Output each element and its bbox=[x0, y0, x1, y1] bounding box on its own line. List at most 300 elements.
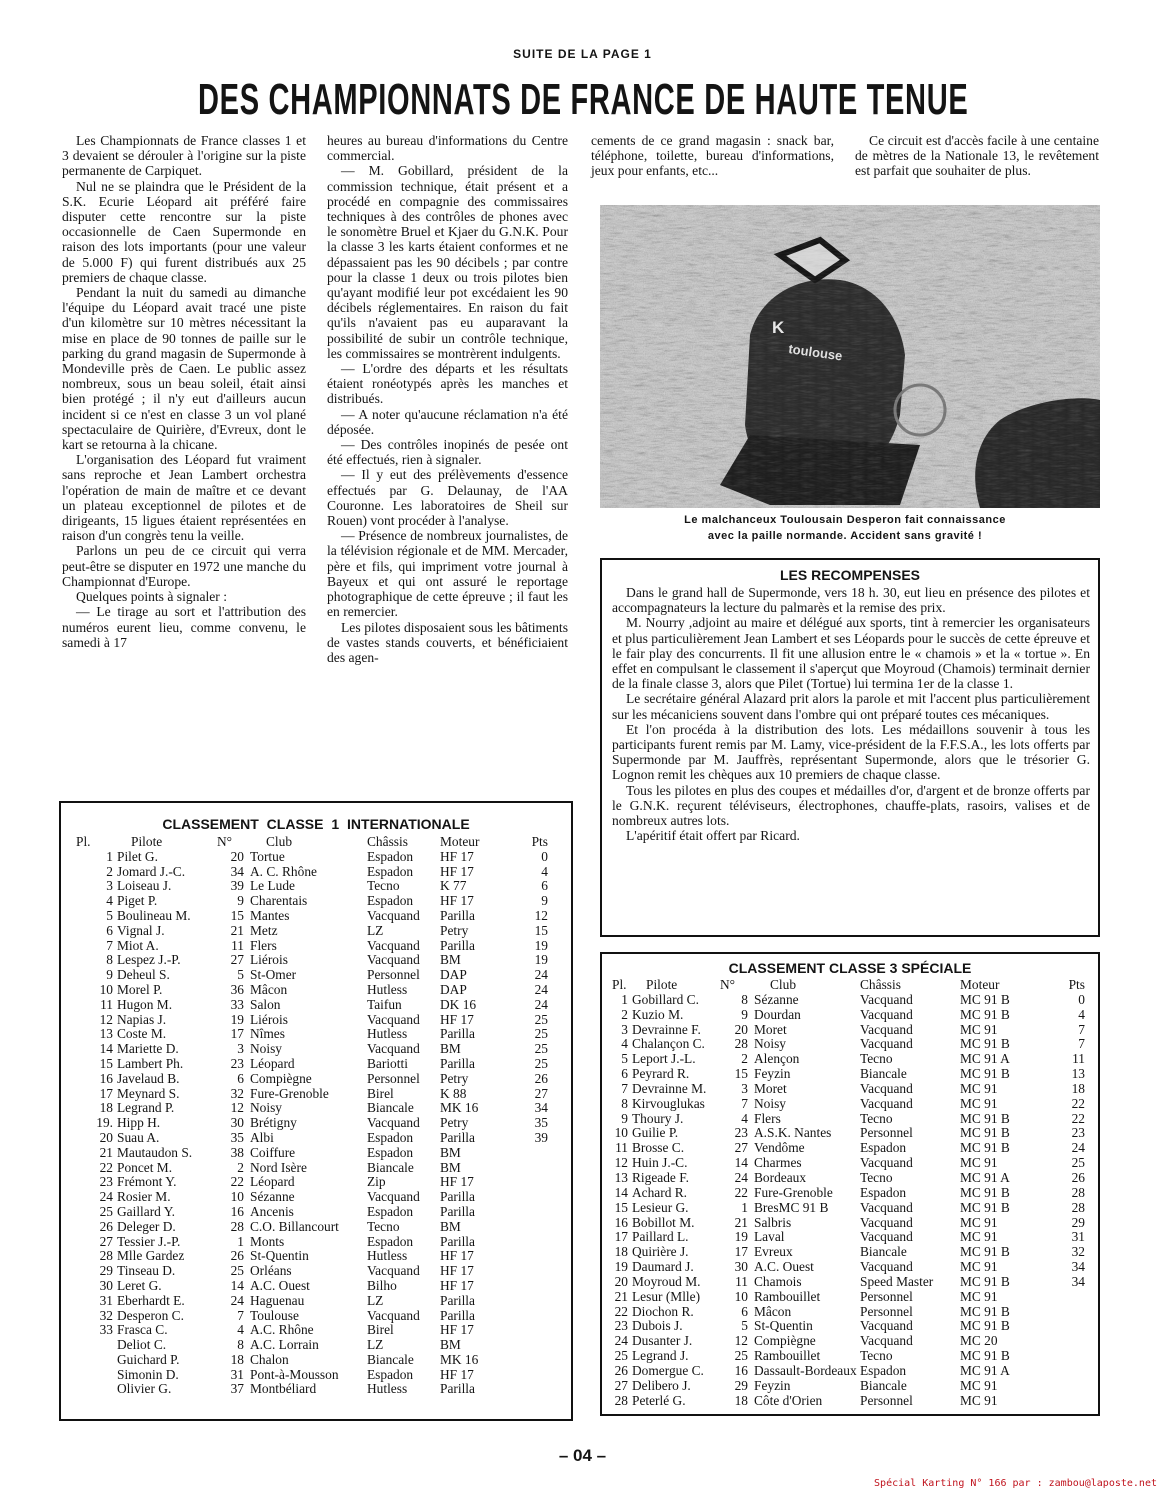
cell-number: 11 bbox=[231, 937, 244, 953]
table-row bbox=[612, 1349, 1085, 1364]
cell-number: 8 bbox=[237, 1337, 244, 1353]
table-row bbox=[76, 1190, 548, 1205]
cell-club: Sézanne bbox=[250, 1189, 295, 1205]
cell-place: 18 bbox=[614, 1244, 628, 1260]
table-row bbox=[76, 1087, 548, 1102]
cell-place: 29 bbox=[99, 1263, 113, 1279]
cell-club: Noisy bbox=[754, 1036, 786, 1052]
cell-engine: MC 91 bbox=[960, 1259, 998, 1275]
cell-points: 22 bbox=[1071, 1095, 1085, 1111]
cell-club: Metz bbox=[250, 922, 278, 938]
paragraph: Les pilotes disposaient sous les bâtiments de vastes stands couverts, et bénéficiaient des agen- bbox=[327, 619, 568, 665]
cell-place: 5 bbox=[621, 1051, 628, 1067]
cell-club: Orléans bbox=[250, 1263, 292, 1279]
cell-points: 24 bbox=[534, 996, 548, 1012]
cell-club: Chalon bbox=[250, 1351, 289, 1367]
paragraph: — Présence de nombreux journalistes, de la télévision régionale et de MM. Mercader, père et fils, qui impriment votre journal à Bayeux et qui ont assuré le reportage photographique de cette épreuve ; il faut les en remercier. bbox=[327, 528, 568, 620]
cell-club: Albi bbox=[250, 1129, 274, 1145]
cell-chassis: Vacquand bbox=[367, 1041, 420, 1057]
cell-points: 28 bbox=[1071, 1184, 1085, 1200]
cell-engine: MK 16 bbox=[440, 1100, 479, 1116]
column-header-number: N° bbox=[217, 834, 233, 849]
cell-place bbox=[76, 1338, 113, 1353]
cell-place: 31 bbox=[99, 1292, 113, 1308]
cell-engine: Parilla bbox=[440, 1026, 475, 1042]
cell-number: 5 bbox=[741, 1318, 748, 1334]
cell-engine: Parilla bbox=[440, 937, 475, 953]
cell-engine: Parilla bbox=[440, 1307, 475, 1323]
cell-chassis: Zip bbox=[367, 1174, 386, 1190]
cell-number: 4 bbox=[741, 1110, 748, 1126]
cell-place: 27 bbox=[614, 1377, 628, 1393]
table-row bbox=[612, 1008, 1085, 1023]
cell-points: 4 bbox=[1078, 1006, 1085, 1022]
cell-points: 25 bbox=[534, 1055, 548, 1071]
table-row bbox=[76, 1131, 548, 1146]
cell-points: 0 bbox=[541, 848, 548, 864]
cell-place: 25 bbox=[614, 1348, 628, 1364]
cell-number: 18 bbox=[734, 1392, 748, 1408]
table-row bbox=[76, 850, 548, 865]
table-row bbox=[612, 1112, 1085, 1127]
cell-chassis: Espadon bbox=[860, 1140, 907, 1156]
cell-engine: MC 91 bbox=[960, 1080, 998, 1096]
table-row bbox=[76, 879, 548, 894]
cell-place: 9 bbox=[106, 967, 113, 983]
cell-number: 14 bbox=[734, 1155, 748, 1171]
cell-pilot: Boulineau M. bbox=[117, 907, 191, 923]
cell-number: 19 bbox=[230, 1011, 244, 1027]
cell-chassis: Vacquand bbox=[860, 1095, 913, 1111]
cell-place: 17 bbox=[614, 1229, 628, 1245]
cell-points: 6 bbox=[541, 878, 548, 894]
cell-chassis: Vacquand bbox=[860, 1199, 913, 1215]
cell-pilot: Bobillot M. bbox=[632, 1214, 695, 1230]
cell-points bbox=[505, 1161, 548, 1176]
table-row bbox=[76, 924, 548, 939]
cell-engine: MC 91 B bbox=[960, 1303, 1010, 1319]
cell-points bbox=[505, 1146, 548, 1161]
paragraph: — L'ordre des départs et les résultats étaient ronéotypés après les manches et distribués. bbox=[327, 361, 568, 407]
cell-chassis: Vacquand bbox=[860, 1155, 913, 1171]
paragraph: Le secrétaire général Alazard prit alors la parole et mit l'accent plus particulièrement sur les mécaniciens souvent dans l'ombre qui ont préparé toutes ces mécaniques. bbox=[612, 691, 1090, 722]
cell-pilot: Loiseau J. bbox=[117, 878, 172, 894]
cell-number: 14 bbox=[230, 1277, 244, 1293]
cell-pilot: Devrainne F. bbox=[632, 1021, 701, 1037]
cell-club: C.O. Billancourt bbox=[250, 1218, 339, 1234]
cell-place: 15 bbox=[99, 1055, 113, 1071]
cell-points: 13 bbox=[1071, 1066, 1085, 1082]
cell-chassis: Vacquand bbox=[367, 937, 420, 953]
cell-chassis: Personnel bbox=[860, 1125, 913, 1141]
column-header-points: Pts bbox=[531, 834, 548, 849]
column-header-club: Club bbox=[770, 977, 797, 992]
cell-points: 19 bbox=[534, 937, 548, 953]
cell-place: 22 bbox=[99, 1159, 113, 1175]
cell-pilot: Hugon M. bbox=[117, 996, 173, 1012]
table-row bbox=[612, 1097, 1085, 1112]
cell-club: Feyzin bbox=[754, 1377, 791, 1393]
cell-chassis: Tecno bbox=[367, 878, 400, 894]
column-header-club: Club bbox=[266, 834, 293, 849]
photo-image bbox=[600, 205, 1100, 508]
table-row bbox=[76, 1146, 548, 1161]
cell-place: 10 bbox=[614, 1125, 628, 1141]
cell-pilot: Gobillard C. bbox=[632, 991, 699, 1007]
cell-club: Noisy bbox=[250, 1041, 282, 1057]
cell-points bbox=[505, 1279, 548, 1294]
table-row bbox=[612, 1082, 1085, 1097]
cell-place: 12 bbox=[99, 1011, 113, 1027]
cell-engine: HF 17 bbox=[440, 893, 474, 909]
cell-engine: MC 91 bbox=[960, 1377, 998, 1393]
paragraph: Et l'on procéda à la distribution des lots. Les médaillons souvenir à tous les participants furent remis par M. Lamy, vice-président de la F.F.S.A., les lots offerts par Supermonde par M. Jauffrès, représentant Supermonde, alors que le trésorier G. Lognon remit les chèques aux 10 premiers de chaque classe. bbox=[612, 721, 1090, 783]
cell-club: Moret bbox=[754, 1080, 787, 1096]
cell-number: 12 bbox=[230, 1100, 244, 1116]
cell-chassis: Tecno bbox=[367, 1218, 400, 1234]
cell-points bbox=[505, 1220, 548, 1235]
credit-line: Spécial Karting N° 166 par : zambou@laposte.net bbox=[874, 1478, 1157, 1489]
table-row bbox=[612, 1245, 1085, 1260]
cell-club: Dourdan bbox=[754, 1006, 801, 1022]
cell-points: 9 bbox=[541, 893, 548, 909]
column-header-place: Pl. bbox=[76, 834, 91, 849]
cell-number: 35 bbox=[230, 1129, 244, 1145]
cell-points: 35 bbox=[534, 1115, 548, 1131]
table-row bbox=[612, 1023, 1085, 1038]
cell-pilot: Frasca C. bbox=[117, 1322, 168, 1338]
cell-place: 26 bbox=[614, 1362, 628, 1378]
cell-club: St-Quentin bbox=[250, 1248, 309, 1264]
cell-engine: MC 91 A bbox=[960, 1362, 1010, 1378]
cell-chassis: Tecno bbox=[860, 1110, 893, 1126]
cell-points: 12 bbox=[534, 907, 548, 923]
cell-points: 18 bbox=[1071, 1080, 1085, 1096]
cell-engine: MC 91 bbox=[960, 1095, 998, 1111]
cell-club: Nord Isère bbox=[250, 1159, 307, 1175]
paragraph: Tous les pilotes en plus des coupes et médailles d'or, d'argent et de bronze offerts par le G.N.K. reçurent téléviseurs, électrophones, chauffe-plats, rasoirs, valises et de nombreux autres lots. bbox=[612, 782, 1090, 829]
cell-number: 8 bbox=[741, 991, 748, 1007]
table-row bbox=[76, 1220, 548, 1235]
photo-caption bbox=[590, 512, 1100, 544]
table-row bbox=[76, 1042, 548, 1057]
cell-chassis: Birel bbox=[367, 1322, 394, 1338]
cell-pilot: Eberhardt E. bbox=[117, 1292, 185, 1308]
cell-number: 7 bbox=[237, 1307, 244, 1323]
cell-chassis: Vacquand bbox=[860, 1080, 913, 1096]
cell-pilot: Guichard P. bbox=[117, 1351, 180, 1367]
cell-chassis: Vacquand bbox=[860, 1021, 913, 1037]
cell-place: 3 bbox=[621, 1021, 628, 1037]
cell-chassis: Hutless bbox=[367, 981, 408, 997]
cell-club: Compiègne bbox=[754, 1333, 816, 1349]
table-row bbox=[612, 1067, 1085, 1082]
cell-number: 9 bbox=[741, 1006, 748, 1022]
cell-place: 15 bbox=[614, 1199, 628, 1215]
cell-club: Noisy bbox=[754, 1095, 786, 1111]
paragraph: — A noter qu'aucune réclamation n'a été déposée. bbox=[327, 406, 568, 437]
cell-number: 38 bbox=[230, 1144, 244, 1160]
cell-chassis: Biancale bbox=[860, 1066, 907, 1082]
cell-number: 6 bbox=[741, 1303, 748, 1319]
cell-place: 24 bbox=[99, 1189, 113, 1205]
cell-place: 21 bbox=[99, 1144, 113, 1160]
cell-pilot: Achard R. bbox=[632, 1184, 688, 1200]
cell-engine: DK 16 bbox=[440, 996, 477, 1012]
cell-engine: BM bbox=[440, 1041, 461, 1057]
cell-points bbox=[505, 1235, 548, 1250]
cell-club: Salon bbox=[250, 996, 281, 1012]
cell-place: 6 bbox=[621, 1066, 628, 1082]
cell-club: Le Lude bbox=[250, 878, 295, 894]
table-row bbox=[76, 1013, 548, 1028]
cell-engine: MC 91 bbox=[960, 1021, 998, 1037]
cell-pilot: Domergue C. bbox=[632, 1362, 704, 1378]
cell-club: A.C. Ouest bbox=[754, 1259, 814, 1275]
cell-engine: MC 91 B bbox=[960, 1244, 1010, 1260]
table-row bbox=[76, 1027, 548, 1042]
cell-place: 23 bbox=[614, 1318, 628, 1334]
cell-chassis: Hutless bbox=[367, 1026, 408, 1042]
cell-engine: HF 17 bbox=[440, 863, 474, 879]
cell-club: A.S.K. Nantes bbox=[754, 1125, 832, 1141]
cell-number: 24 bbox=[734, 1169, 748, 1185]
cell-place: 10 bbox=[99, 981, 113, 997]
paragraph: Pendant la nuit du samedi au dimanche l'équipe du Léopard avait tracé une piste d'un kilomètre sur 10 mètres nécessitant la mise en place de 90 tonnes de paille sur le parking du grand magasin de Supermonde à Mondeville près de Caen. Le public assez nombreux, sous un beau soleil, était ainsi bien protégé ; il n'y eut d'ailleurs aucun incident si ce n'est en classe 3 un vol plané spectaculaire de Quirière, d'Evreux, dont le kart se retourna à la chicane. bbox=[62, 285, 306, 453]
cell-number: 6 bbox=[237, 1070, 244, 1086]
cell-pilot: Brosse C. bbox=[632, 1140, 685, 1156]
cell-number: 30 bbox=[230, 1115, 244, 1131]
table-row bbox=[76, 1235, 548, 1250]
cell-points: 32 bbox=[1071, 1244, 1085, 1260]
cell-engine: MC 91 B bbox=[960, 1125, 1010, 1141]
cell-number: 33 bbox=[230, 996, 244, 1012]
cell-number: 21 bbox=[734, 1214, 748, 1230]
cell-place: 2 bbox=[106, 863, 113, 879]
cell-pilot: Dubois J. bbox=[632, 1318, 683, 1334]
cell-place: 17 bbox=[99, 1085, 113, 1101]
cell-number: 18 bbox=[230, 1351, 244, 1367]
cell-points: 23 bbox=[1071, 1125, 1085, 1141]
cell-points: 26 bbox=[1071, 1169, 1085, 1185]
cell-place: 8 bbox=[106, 952, 113, 968]
cell-place: 14 bbox=[614, 1184, 628, 1200]
column-header-chassis: Châssis bbox=[860, 977, 901, 992]
cell-engine: MC 91 B bbox=[960, 1140, 1010, 1156]
cell-club: Sézanne bbox=[754, 991, 799, 1007]
table-row bbox=[76, 1072, 548, 1087]
article-column-2 bbox=[327, 133, 568, 665]
cell-engine: MC 91 B bbox=[960, 1036, 1010, 1052]
paragraph: L'organisation des Léopard fut vraiment sans reproche et Jean Lambert orchestra l'opération de main de maître et ce devant un plateau exceptionnel de pilotes et de dirigeants, 15 ligues étaient représentées en raison d'un congrès tenu la veille. bbox=[62, 452, 306, 544]
classe1-box bbox=[59, 801, 573, 1421]
article-column-4 bbox=[855, 133, 1099, 179]
cell-club: St-Omer bbox=[250, 967, 297, 983]
cell-chassis: Tecno bbox=[860, 1348, 893, 1364]
cell-pilot: Deliot C. bbox=[117, 1337, 167, 1353]
cell-pilot: Deleger D. bbox=[117, 1218, 176, 1234]
cell-points bbox=[505, 1249, 548, 1264]
cell-club: Salbris bbox=[754, 1214, 792, 1230]
table-row bbox=[76, 1338, 548, 1353]
caption-line-2: avec la paille normande. Accident sans gravité ! bbox=[707, 530, 983, 542]
cell-points: 24 bbox=[534, 967, 548, 983]
cell-pilot: Morel P. bbox=[117, 981, 163, 997]
paragraph: Parlons un peu de ce circuit qui verra peut-être se disputer en 1972 une manche du Championnat d'Europe. bbox=[62, 543, 306, 589]
cell-club: Mâcon bbox=[754, 1303, 792, 1319]
cell-chassis: Biancale bbox=[367, 1159, 414, 1175]
table-header-row bbox=[76, 835, 548, 850]
cell-chassis: Vacquand bbox=[367, 1115, 420, 1131]
cell-place: 20 bbox=[99, 1129, 113, 1145]
table-row bbox=[76, 983, 548, 998]
cell-club: Bordeaux bbox=[754, 1169, 807, 1185]
cell-number: 36 bbox=[230, 981, 244, 997]
cell-pilot: Thoury J. bbox=[632, 1110, 684, 1126]
cell-points bbox=[505, 1368, 548, 1383]
cell-club: BresMC 91 B bbox=[754, 1199, 829, 1215]
table-row bbox=[76, 1264, 548, 1279]
cell-place: 7 bbox=[106, 937, 113, 953]
table-row bbox=[612, 1186, 1085, 1201]
cell-points: 34 bbox=[1071, 1273, 1085, 1289]
cell-chassis: Vacquand bbox=[860, 991, 913, 1007]
recompenses-title: LES RECOMPENSES bbox=[779, 567, 921, 583]
cell-club: Alençon bbox=[754, 1051, 800, 1067]
cell-chassis: Espadon bbox=[367, 1203, 414, 1219]
cell-chassis: Biancale bbox=[860, 1244, 907, 1260]
cell-chassis: Vacquand bbox=[860, 1006, 913, 1022]
cell-number: 5 bbox=[237, 967, 244, 983]
cell-number: 15 bbox=[230, 907, 244, 923]
cell-place: 13 bbox=[99, 1026, 113, 1042]
cell-pilot: Leport J.-L. bbox=[632, 1051, 696, 1067]
cell-club: Laval bbox=[754, 1229, 785, 1245]
cell-pilot: Deheul S. bbox=[117, 967, 170, 983]
cell-engine: HF 17 bbox=[440, 1174, 474, 1190]
column-header-pilot: Pilote bbox=[646, 977, 678, 992]
cell-place: 27 bbox=[99, 1233, 113, 1249]
cell-pilot: Devrainne M. bbox=[632, 1080, 707, 1096]
cell-engine: MC 91 bbox=[960, 1288, 998, 1304]
cell-place: 1 bbox=[106, 848, 113, 864]
cell-number: 21 bbox=[230, 922, 244, 938]
column-header-engine: Moteur bbox=[960, 977, 1000, 992]
cell-engine: Parilla bbox=[440, 1189, 475, 1205]
cell-pilot: Simonin D. bbox=[117, 1366, 179, 1382]
paragraph: cements de ce grand magasin : snack bar, téléphone, toilette, bureau d'informations, jeux pour enfants, etc... bbox=[591, 133, 834, 179]
cell-number: 20 bbox=[230, 848, 244, 864]
cell-club: Charmes bbox=[754, 1155, 802, 1171]
cell-number: 25 bbox=[734, 1348, 748, 1364]
cell-engine: MC 20 bbox=[960, 1333, 998, 1349]
cell-club: Côte d'Orien bbox=[754, 1392, 823, 1408]
cell-points: 15 bbox=[534, 922, 548, 938]
cell-number: 17 bbox=[230, 1026, 244, 1042]
cell-chassis: Personnel bbox=[860, 1303, 913, 1319]
cell-number: 22 bbox=[230, 1174, 244, 1190]
paragraph: heures au bureau d'informations du Centre commercial. bbox=[327, 133, 568, 164]
cell-pilot: Tessier J.-P. bbox=[117, 1233, 181, 1249]
cell-points bbox=[1041, 1319, 1085, 1334]
cell-pilot: Coste M. bbox=[117, 1026, 167, 1042]
cell-number: 20 bbox=[734, 1021, 748, 1037]
cell-pilot: Olivier G. bbox=[117, 1381, 172, 1397]
cell-pilot: Paillard L. bbox=[632, 1229, 689, 1245]
table-row bbox=[612, 1379, 1085, 1394]
cell-club: Fure-Grenoble bbox=[250, 1085, 329, 1101]
cell-pilot: Poncet M. bbox=[117, 1159, 173, 1175]
cell-pilot: Miot A. bbox=[117, 937, 159, 953]
cell-points bbox=[505, 1353, 548, 1368]
table-row bbox=[612, 1201, 1085, 1216]
cell-chassis: Personnel bbox=[860, 1288, 913, 1304]
cell-club: Ancenis bbox=[250, 1203, 294, 1219]
table-row bbox=[612, 1319, 1085, 1334]
cell-pilot: Guilie P. bbox=[632, 1125, 679, 1141]
column-header-number: N° bbox=[720, 977, 736, 992]
cell-club: Liérois bbox=[250, 952, 288, 968]
cell-place: 7 bbox=[621, 1080, 628, 1096]
cell-chassis: Espadon bbox=[367, 893, 414, 909]
cell-number: 15 bbox=[734, 1066, 748, 1082]
cell-club: Montbéliard bbox=[250, 1381, 317, 1397]
paragraph: — M. Gobillard, président de la commission technique, était présent et a procédé en compagnie des commissaires techniques à des contrôles de phones avec le sonomètre Bruel et Kjaer du G.N.K. Pour la classe 3 les karts étaient conformes et ne dépassaient pas les 90 décibels ; par contre pour la classe 1 deux ou trois pilotes bien qu'ayant modifié leur pot excédaient les 90 décibels réglementaires. En raison du fait qu'ils n'avaient pas eu auparavant la possibilité de subir un contrôle technique, les commissaires se montrèrent indulgents. bbox=[327, 163, 568, 361]
cell-chassis: Espadon bbox=[860, 1184, 907, 1200]
cell-chassis: Espadon bbox=[367, 1233, 414, 1249]
cell-pilot: Chalançon C. bbox=[632, 1036, 705, 1052]
table-row bbox=[76, 1249, 548, 1264]
table-row bbox=[76, 1323, 548, 1338]
article-column-3 bbox=[591, 133, 834, 179]
cell-number: 24 bbox=[230, 1292, 244, 1308]
cell-club: Léopard bbox=[250, 1174, 295, 1190]
cell-engine: HF 17 bbox=[440, 1263, 474, 1279]
cell-chassis: Espadon bbox=[367, 1129, 414, 1145]
cell-place bbox=[76, 1353, 113, 1368]
cell-engine: HF 17 bbox=[440, 1322, 474, 1338]
cell-number: 25 bbox=[230, 1263, 244, 1279]
table-row bbox=[612, 1141, 1085, 1156]
column-header-place: Pl. bbox=[612, 977, 627, 992]
cell-club: Rambouillet bbox=[754, 1348, 821, 1364]
cell-chassis: Personnel bbox=[367, 967, 420, 983]
cell-place: 3 bbox=[106, 878, 113, 894]
cell-points: 7 bbox=[1078, 1021, 1085, 1037]
table-row bbox=[76, 953, 548, 968]
cell-engine: MC 91 bbox=[960, 1155, 998, 1171]
cell-number: 3 bbox=[237, 1041, 244, 1057]
cell-points: 25 bbox=[534, 1011, 548, 1027]
cell-chassis: Vacquand bbox=[367, 1189, 420, 1205]
cell-engine: MC 91 bbox=[960, 1229, 998, 1245]
cell-place: 33 bbox=[99, 1322, 113, 1338]
cell-engine: MC 91 B bbox=[960, 1110, 1010, 1126]
cell-place: 18 bbox=[99, 1100, 113, 1116]
cell-engine: K 77 bbox=[440, 878, 467, 894]
article-column-1 bbox=[62, 133, 306, 650]
cell-club: Moret bbox=[754, 1021, 787, 1037]
cell-engine: HF 17 bbox=[440, 1366, 474, 1382]
cell-club: Coiffure bbox=[250, 1144, 296, 1160]
cell-number: 10 bbox=[734, 1288, 748, 1304]
classe1-title: CLASSEMENT CLASSE 1 INTERNATIONALE bbox=[162, 816, 470, 832]
cell-chassis: Personnel bbox=[367, 1070, 420, 1086]
cell-number: 7 bbox=[741, 1095, 748, 1111]
cell-points bbox=[505, 1175, 548, 1190]
cell-pilot: Gaillard Y. bbox=[117, 1203, 176, 1219]
cell-pilot: Rosier M. bbox=[117, 1189, 171, 1205]
